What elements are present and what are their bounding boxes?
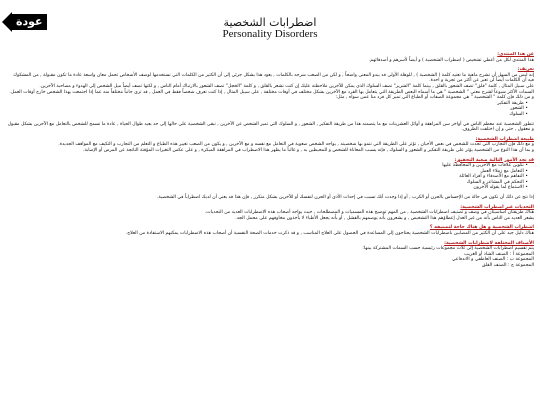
paragraph: يشعر العديد من الناس بأنه من غير العدل إعطاؤهم هذا التشخيص , و يشعرون بأنه يوصمهم بالفشل , أو بأنه يجعل الأطباء لا يأخذون مخاوفهم على محمل الجد. [235, 215, 534, 221]
paragraph: يتم تقسيم اضطرابات الشخصية إلى ثلاث مجموعات رئيسية حسب السمات المشتركة بينها: [362, 246, 534, 252]
paragraph: السمات الأكثر شيوعاً لشرح معنى " الشخصية " هي ما أسماه البعض الطريقة التي يتعامل بها الفرد مع الآخرين بشكل مختلف في أوقات مختلفة , على سبيل المثال , إذا كنت تعرف شخصاً فقط في العمل , قد ترى جانباً مختلفاً منه عما إذا اجتمعت بهذا الشخص خارج أوقات العمل. [9, 89, 534, 95]
paragraph: إذا نتج عن ذلك أن تكون في حالة من الإحساس بالحزن أو الكرب , أو إذا وجدت أنك تسبب في إحداث الأذى أو الحزن لنفسك أو للآخرين بشكل متكرر , فإن هذا قد يعني أن لديك اضطراباً في الشخصية. [156, 195, 534, 201]
page-title-arabic: اضطرابات الشخصية [223, 16, 317, 29]
paragraph: هناك دليل جيد على أن الكثير من المصابين باضطرابات الشخصية يحتاجون إلى المساعدة في الحصول على العلاج المناسب , و قد ذكرت خدمات الصحة النفسية أن أصحاب هذه الاضطرابات يمكنهم الاستفادة من العلاج. [125, 231, 534, 237]
list-item: • الشعور [510, 106, 528, 112]
list-item: • السلوك [509, 111, 528, 117]
section-heading: قد تجد الأمور التالية صعبة التحقيق: [454, 157, 534, 163]
paragraph: المجموعة ج : الصنف القلق [481, 263, 534, 268]
paragraph: و بما أن هذا النوع من الشخصية يؤثر على طريقة التفكير و الشعور و السلوك , فإنه يسبب المعاناة للشخص و للمحيطين به , و غالباً ما يظهر هذا الاضطراب في المراهقة المبكرة , و على عكس التغيرات المؤقتة الناتجة عن المرض أو الإصابة. [83, 147, 534, 153]
section-heading: اضطراب الشخصية و هل هناك حاجة لتصنيفه ؟ [429, 225, 534, 231]
article-section [6, 195, 534, 201]
section-heading: طبيعة اضطراب الشخصية: [475, 136, 534, 142]
article-section [6, 241, 534, 269]
article-section [6, 67, 534, 117]
list-item: • التعامل مع زملاء العمل [480, 168, 528, 174]
article-section [6, 122, 534, 133]
list-item: • تكوين علاقات مع الآخرين و المحافظة عليها [442, 163, 528, 169]
article-section [6, 225, 534, 236]
paragraph: و من ذلك فإن كلمة " الشخصية " هي مجموعة الصفات أو الطباع التي تميز كل فرد منا عمن سواه , مثل: [335, 95, 534, 101]
list-item: • التحكم في المشاعر و السلوك [466, 179, 528, 185]
article-section [6, 205, 534, 222]
list-item: • التفاهم مع الأصدقاء و أفراد العائلة [459, 174, 528, 180]
article-section [6, 137, 534, 154]
list-item: • الاستماع لما يقوله الآخرون [473, 185, 528, 191]
article-section [6, 158, 534, 192]
paragraph: إنه ليس من السهل أن تشرح ماهية ما تعنيه كلمة ( الشخصية ) , للوهلة الأولى قد يبدو المعنى واضحاً , و لكن من الصعب شرحه بالكلمات , يعود هذا بشكل جزئي إلى أن الكثير من الكلمات التي نستخدمها لوصف الأشخاص تحمل معان واسعة عادة ما تكون مقبولة , من المشكوك فيه أن الكلمات أيضاً لن تعبر عن أكثر من تجربة و احدة. [13, 72, 534, 84]
paragraph: المجموعة ب : الصنف العاطفي و الاندفاعي [451, 257, 534, 263]
paragraph: على سبيل المثال , كلمة "قلق" تصف الشعور بالقلق , بينما كلمة "الشرير" تصف السلوك الذي يمكن للآخرين ملاحظته عليك إن كنت تشعر بالقلق , و كلمة "الخجل" تصف الشعور بالارتباك أمام الناس , و لكنها تصف أيضاً ميل الشخص إلى الهدوء و مصاحبة الآخرين. [39, 83, 534, 89]
page-title-english: Personality Disorders [222, 28, 318, 40]
paragraph: المجموعة أ : الصنف الشاذ أو الغريب [464, 251, 534, 257]
article-section [6, 52, 534, 63]
paragraph: و مع ذلك فإن التجارب التي تحدث للشخص في بعض الأحيان , تؤثر على الطريقة التي تنمو بها شخصيته , يواجه الشخص صعوبة في التعامل مع نفسه و مع الآخرين , و يكون من الصعب تغيير هذه الطباع و التعلم من التجارب و التكيف مع المواقف الجديدة. [58, 142, 534, 148]
article-body [6, 52, 534, 403]
paragraph: تتطور الشخصية عند معظم الناس في أواخر سن المراهقة و أوائل العشرينات مع ما يتضمنه هذا من طريقة التفكير , الشعور , و السلوك التي تميز الشخص عن الآخرين , تبقى الشخصية على حالها إلى حد بعيد طوال الحياة , عادة ما تسمح للشخص بالتعامل مع الآخرين بشكل مقبول و معقول , حتى و إن اختلفت الظروف. [7, 121, 534, 133]
section-heading: عن هذا المنتدى: [497, 52, 534, 57]
back-button-label: عودة [12, 14, 47, 30]
section-heading: تعريف: [517, 67, 534, 73]
list-item: • طريقة التفكير [497, 100, 528, 106]
section-heading: التحديات عبر اضطراب الشخصية: [460, 204, 534, 210]
paragraph: هذا المنتدى لكل من أعطي تشخيص ( اضطراب الشخصية ) و أيضاً لأسرهم و أصدقائهم. [368, 57, 534, 63]
section-heading: الأصناف المختلفة لاضطرابات الشخصية: [444, 240, 534, 246]
paragraph: هناك طريقتان أساسيتان في وصف و تصنيف اضطرابات الشخصية , من المهم توضيح هذه المسميات و المصطلحات , حيث يواجه أصحاب هذه الاضطرابات العديد من التحديات. [204, 210, 534, 216]
